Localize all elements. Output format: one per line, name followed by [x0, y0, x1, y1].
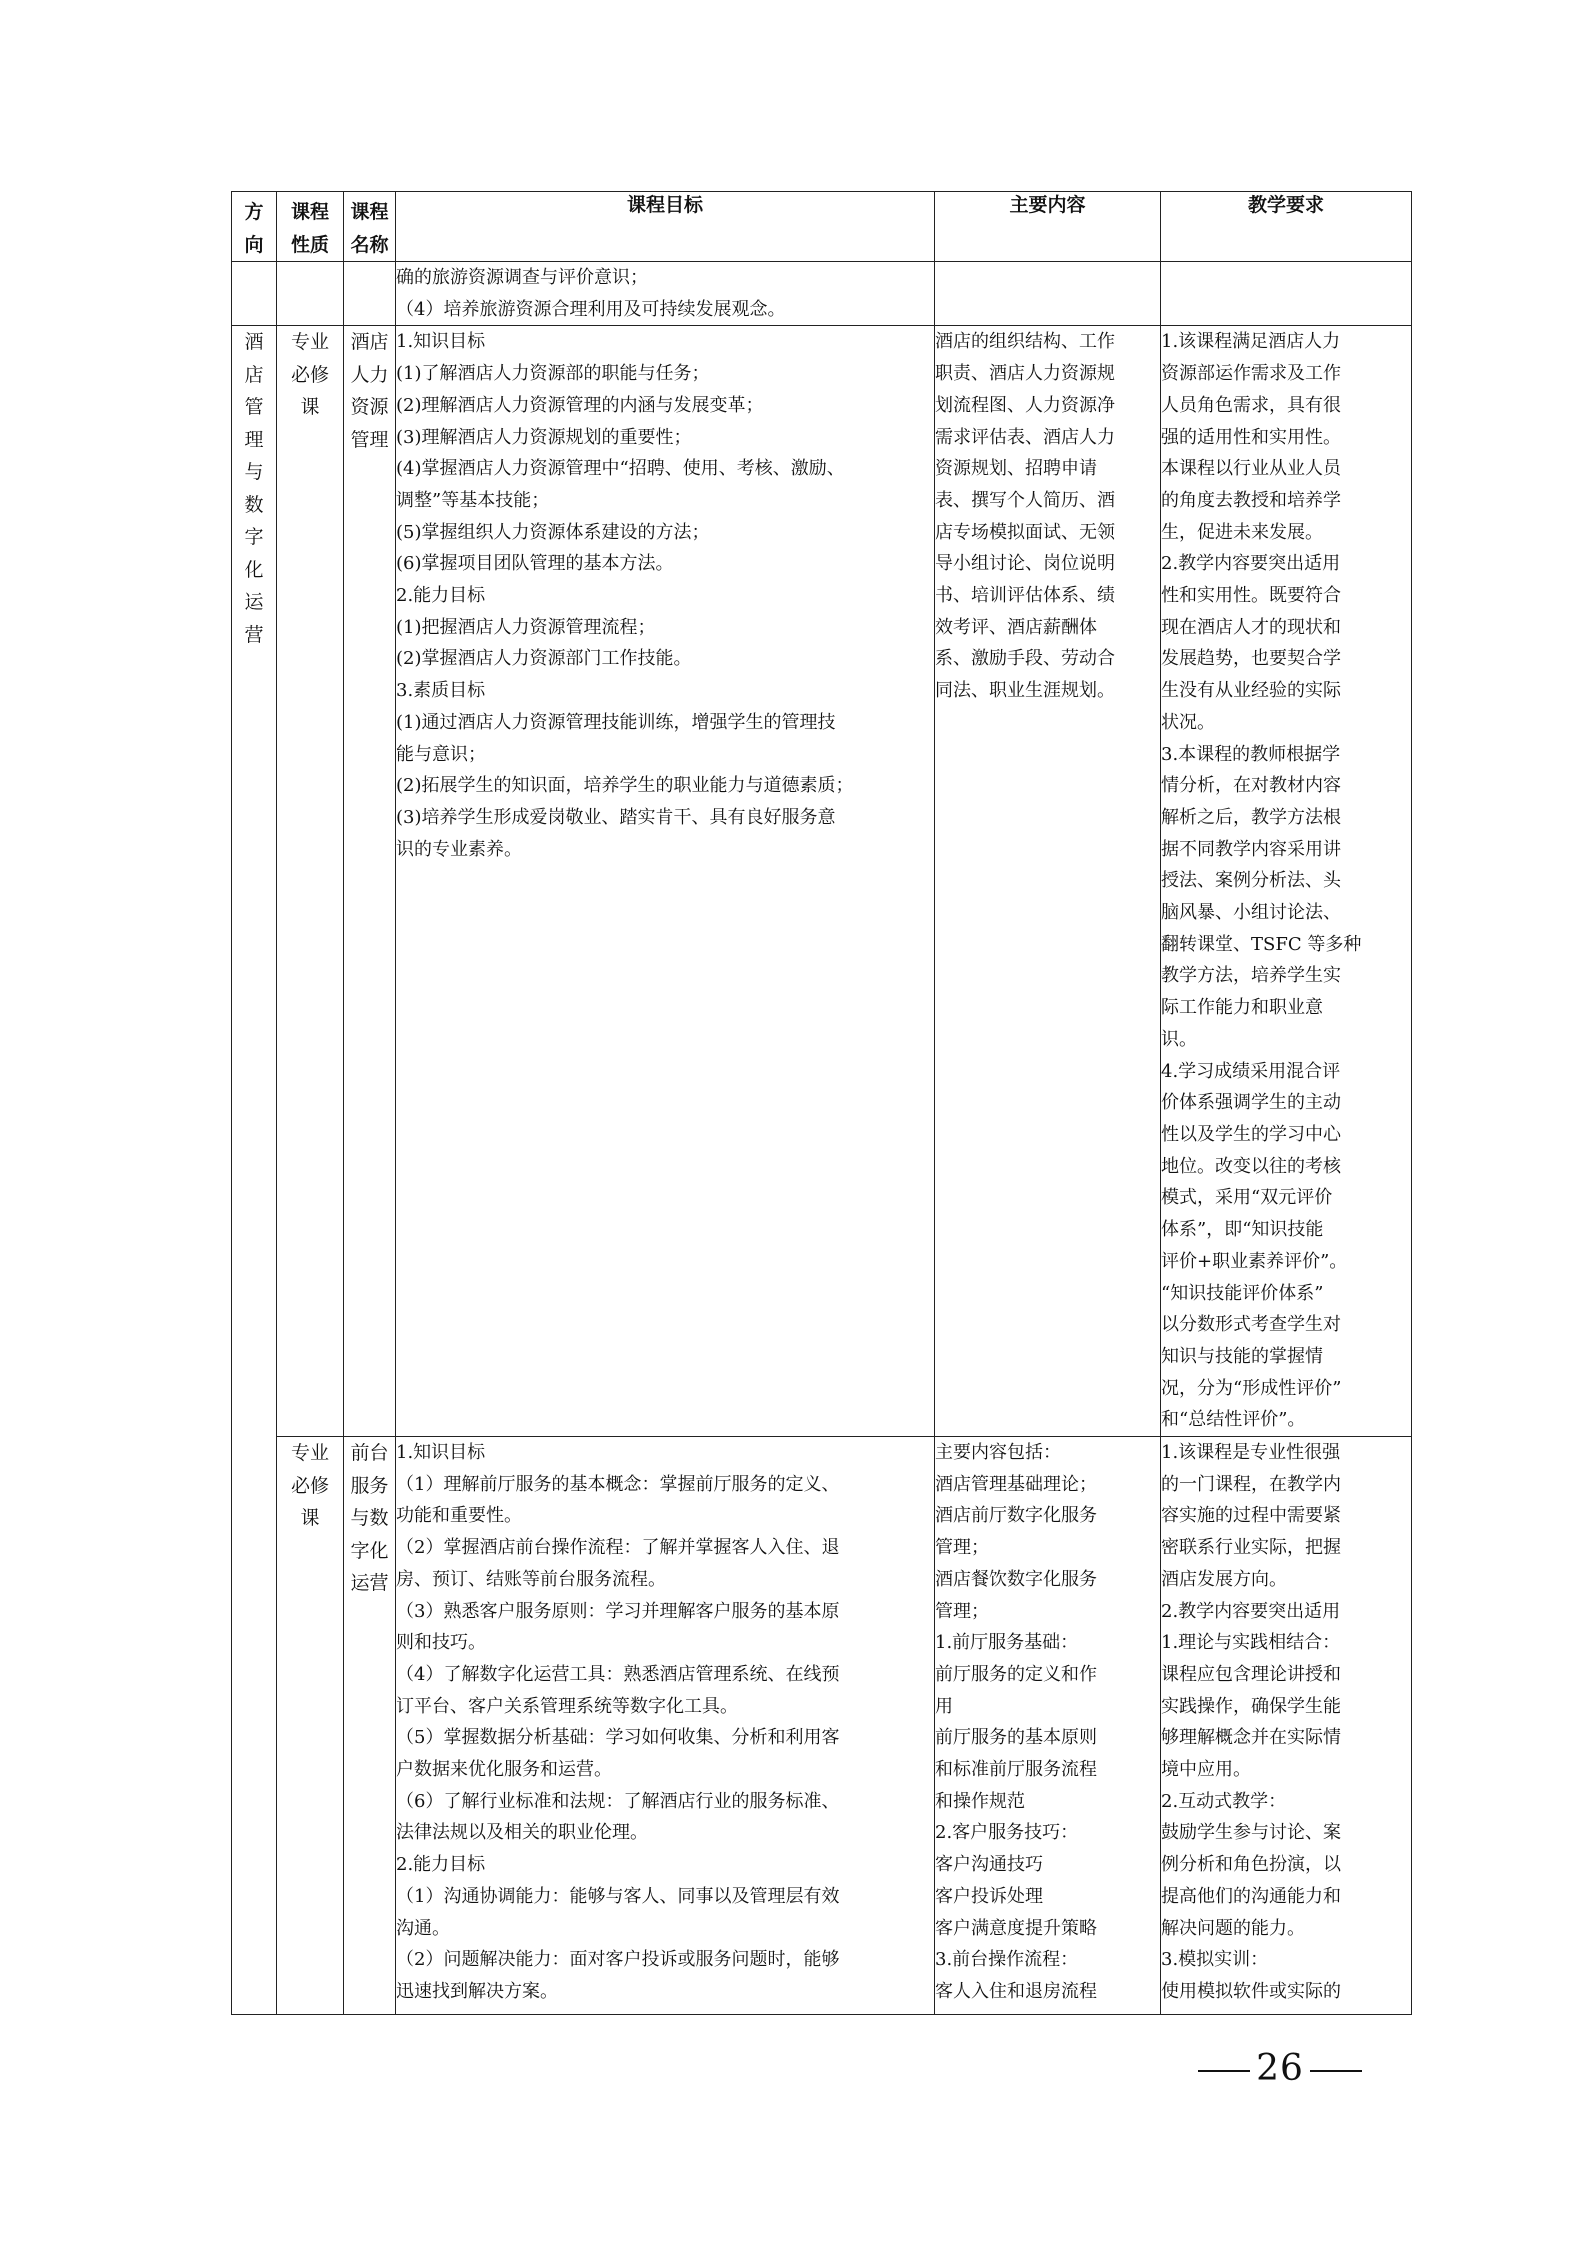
requirement-line: 解析之后，教学方法根 — [1161, 806, 1341, 828]
header-nature-chunk: 课程 — [290, 201, 329, 223]
requirement-line: 1.该课程满足酒店人力 — [1161, 331, 1341, 353]
requirement-line: 模式，采用“双元评价 — [1161, 1187, 1333, 1209]
direction-char: 运 — [244, 591, 264, 614]
course-requirements-cell — [1161, 1437, 1412, 2015]
objective-line: （2）掌握酒店前台操作流程：了解并掌握客人入住、退 — [396, 1537, 840, 1559]
requirement-line: 实践操作，确保学生能 — [1161, 1695, 1341, 1717]
objective-line: （6）了解行业标准和法规：了解酒店行业的服务标准、 — [396, 1790, 840, 1812]
course-content-cell — [935, 326, 1161, 1437]
content-line: 客户沟通技巧 — [935, 1854, 1043, 1876]
requirement-line: 的角度去教授和培养学 — [1161, 489, 1341, 511]
direction-char: 管 — [244, 396, 264, 419]
course-name-chunk: 管理 — [350, 428, 389, 451]
requirement-line: 性和实用性。既要符合 — [1161, 585, 1341, 607]
content-line: 1.前厅服务基础： — [935, 1632, 1079, 1654]
objective-line: 确的旅游资源调查与评价意识； — [396, 267, 648, 288]
content-line: 客人入住和退房流程 — [935, 1980, 1097, 2002]
course-row-hr — [232, 326, 1412, 1437]
table-header-row — [232, 192, 1412, 262]
content-line: 前厅服务的基本原则 — [935, 1727, 1097, 1749]
direction-char: 与 — [244, 461, 264, 484]
requirement-line: 1.理论与实践相结合： — [1161, 1632, 1341, 1654]
objective-line: 2.能力目标 — [396, 585, 486, 607]
header-content: 主要内容 — [935, 192, 1161, 262]
requirement-line: 4.学习成绩采用混合评 — [1161, 1060, 1341, 1082]
objective-line: (1)通过酒店人力资源管理技能训练，增强学生的管理技 — [396, 711, 836, 733]
content-line: 酒店管理基础理论； — [935, 1473, 1097, 1495]
course-name-cell — [344, 326, 396, 1437]
objective-line: (3)理解酒店人力资源规划的重要性； — [396, 426, 692, 448]
content-line: 2.客户服务技巧： — [935, 1822, 1079, 1844]
direction-char: 店 — [244, 363, 264, 386]
objective-line: (2)理解酒店人力资源管理的内涵与发展变革； — [396, 394, 764, 416]
requirement-line: 容实施的过程中需要紧 — [1161, 1505, 1341, 1527]
content-line: 管理； — [935, 1537, 989, 1559]
objective-line: （4）了解数字化运营工具：熟悉酒店管理系统、在线预 — [396, 1663, 840, 1685]
requirement-line: 解决问题的能力。 — [1161, 1917, 1305, 1939]
header-name-chunk: 课程 — [350, 201, 389, 223]
header-direction — [232, 192, 277, 262]
requirement-line: 生没有从业经验的实际 — [1161, 680, 1341, 702]
direction-char: 理 — [244, 428, 264, 451]
course-nature-chunk: 课 — [300, 1507, 320, 1530]
course-name-chunk: 服务 — [350, 1474, 389, 1497]
requirement-line: 情分析，在对教材内容 — [1161, 775, 1341, 797]
objective-line: (1)了解酒店人力资源部的职能与任务； — [396, 363, 710, 385]
header-name — [344, 192, 396, 262]
course-requirements-cell — [1161, 326, 1412, 1437]
course-nature-chunk: 必修 — [290, 1474, 329, 1497]
objective-line: （1）理解前厅服务的基本概念：掌握前厅服务的定义、 — [396, 1473, 840, 1495]
header-objectives: 课程目标 — [396, 192, 935, 262]
course-objectives-cell — [396, 326, 935, 1437]
requirement-line: 以分数形式考查学生对 — [1161, 1314, 1341, 1336]
requirement-line: 的一门课程，在教学内 — [1161, 1473, 1341, 1495]
course-name-chunk: 资源 — [350, 396, 389, 419]
objective-line: （3）熟悉客户服务原则：学习并理解客户服务的基本原 — [396, 1600, 840, 1622]
requirement-line: 现在酒店人才的现状和 — [1161, 616, 1341, 638]
content-line: 酒店的组织结构、工作 — [935, 331, 1115, 353]
content-line: 3.前台操作流程： — [935, 1949, 1079, 1971]
objective-line: 1.知识目标 — [396, 1442, 486, 1464]
requirement-line: 强的适用性和实用性。 — [1161, 426, 1341, 448]
requirement-line: 使用模拟软件或实际的 — [1161, 1980, 1341, 2002]
course-name-chunk: 字化 — [350, 1539, 389, 1562]
course-nature-chunk: 专业 — [290, 331, 329, 354]
objective-line: 房、预订、结账等前台服务流程。 — [396, 1568, 666, 1590]
direction-cell — [232, 326, 277, 2015]
requirement-line: 本课程以行业从业人员 — [1161, 458, 1341, 480]
objective-line: 功能和重要性。 — [396, 1505, 522, 1527]
objective-line: (3)培养学生形成爱岗敬业、踏实肯干、具有良好服务意 — [396, 806, 836, 828]
course-name-chunk: 运营 — [350, 1572, 389, 1595]
requirement-line: 境中应用。 — [1161, 1759, 1251, 1781]
course-row-frontdesk — [232, 1437, 1412, 2015]
objective-line: 沟通。 — [396, 1917, 450, 1939]
page-dash-right — [1310, 2070, 1362, 2072]
content-line: 需求评估表、酒店人力 — [935, 426, 1115, 448]
objective-line: （5）掌握数据分析基础：学习如何收集、分析和利用客 — [396, 1727, 840, 1749]
page-number — [1180, 2048, 1380, 2089]
requirement-line: 价体系强调学生的主动 — [1161, 1092, 1341, 1114]
cont-direction-cell — [232, 262, 277, 326]
direction-label — [232, 326, 276, 651]
requirement-line: 发展趋势，也要契合学 — [1161, 648, 1341, 670]
requirement-line: 知识与技能的掌握情 — [1161, 1345, 1323, 1367]
objective-line: 3.素质目标 — [396, 680, 486, 702]
requirement-line: 课程应包含理论讲授和 — [1161, 1663, 1341, 1685]
cont-content-cell — [935, 262, 1161, 326]
course-objectives-cell — [396, 1437, 935, 2015]
course-nature-chunk: 必修 — [290, 363, 329, 386]
requirement-line: 提高他们的沟通能力和 — [1161, 1885, 1341, 1907]
course-nature-chunk: 课 — [300, 396, 320, 419]
header-direction-char: 方 — [244, 201, 264, 223]
content-line: 系、激励手段、劳动合 — [935, 648, 1115, 670]
content-line: 酒店前厅数字化服务 — [935, 1505, 1097, 1527]
course-nature-chunk: 专业 — [290, 1442, 329, 1465]
cont-nature-cell — [277, 262, 344, 326]
requirement-line: 人员角色需求，具有很 — [1161, 394, 1341, 416]
course-name-chunk: 人力 — [350, 363, 389, 386]
content-line: 管理； — [935, 1600, 989, 1622]
objective-line: (5)掌握组织人力资源体系建设的方法； — [396, 521, 710, 543]
objective-line: （2）问题解决能力：面对客户投诉或服务问题时，能够 — [396, 1949, 840, 1971]
header-direction-char: 向 — [244, 233, 264, 256]
header-requirements: 教学要求 — [1161, 192, 1412, 262]
objective-line: （1）沟通协调能力：能够与客人、同事以及管理层有效 — [396, 1885, 840, 1907]
content-line: 职责、酒店人力资源规 — [935, 363, 1115, 385]
content-line: 效考评、酒店薪酬体 — [935, 616, 1097, 638]
requirement-line: 够理解概念并在实际情 — [1161, 1727, 1341, 1749]
requirement-line: 教学方法，培养学生实 — [1161, 965, 1341, 987]
objective-line: (2)掌握酒店人力资源部门工作技能。 — [396, 648, 692, 670]
course-table — [231, 191, 1412, 2015]
requirement-line: 脑风暴、小组讨论法、 — [1161, 902, 1341, 924]
requirement-line: 况，分为“形成性评价” — [1161, 1377, 1342, 1399]
requirement-line: 酒店发展方向。 — [1161, 1568, 1287, 1590]
objective-line: (6)掌握项目团队管理的基本方法。 — [396, 553, 674, 575]
requirement-line: 1.该课程是专业性很强 — [1161, 1442, 1341, 1464]
direction-char: 字 — [244, 526, 264, 549]
header-name-chunk: 名称 — [350, 233, 389, 256]
requirement-line: 评价+职业素养评价”。 — [1161, 1250, 1348, 1272]
requirement-line: 地位。改变以往的考核 — [1161, 1155, 1341, 1177]
continuation-row — [232, 262, 1412, 326]
objective-line: （4）培养旅游资源合理利用及可持续发展观念。 — [396, 298, 786, 320]
page-number-text: 26 — [1256, 2048, 1304, 2089]
requirement-line: 2.教学内容要突出适用 — [1161, 553, 1341, 575]
requirement-line: 际工作能力和职业意 — [1161, 997, 1323, 1019]
content-line: 资源规划、招聘申请 — [935, 458, 1097, 480]
requirement-line: 例分析和角色扮演，以 — [1161, 1854, 1341, 1876]
direction-char: 化 — [244, 558, 264, 581]
objective-line: 调整”等基本技能； — [396, 489, 550, 511]
objective-line: (1)把握酒店人力资源管理流程； — [396, 616, 656, 638]
requirement-line: 性以及学生的学习中心 — [1161, 1123, 1341, 1145]
objective-line: 户数据来优化服务和运营。 — [396, 1759, 612, 1781]
requirement-line: 资源部运作需求及工作 — [1161, 363, 1341, 385]
content-line: 前厅服务的定义和作 — [935, 1663, 1097, 1685]
requirement-line: 据不同教学内容采用讲 — [1161, 838, 1341, 860]
course-name-cell — [344, 1437, 396, 2015]
objective-line: 能与意识； — [396, 743, 486, 765]
cont-requirements-cell — [1161, 262, 1412, 326]
course-nature-cell — [277, 1437, 344, 2015]
requirement-line: 3.本课程的教师根据学 — [1161, 743, 1341, 765]
objective-line: 订平台、客户关系管理系统等数字化工具。 — [396, 1695, 738, 1717]
requirement-line: 体系”，即“知识技能 — [1161, 1219, 1324, 1241]
requirement-line: 2.教学内容要突出适用 — [1161, 1600, 1341, 1622]
content-line: 书、培训评估体系、绩 — [935, 585, 1115, 607]
content-line: 客户投诉处理 — [935, 1885, 1043, 1907]
requirement-line: 和“总结性评价”。 — [1161, 1409, 1306, 1431]
objective-line: (4)掌握酒店人力资源管理中“招聘、使用、考核、激励、 — [396, 458, 845, 480]
direction-char: 营 — [244, 623, 264, 646]
page-dash-left — [1198, 2070, 1250, 2072]
course-name-chunk: 与数 — [350, 1507, 389, 1530]
requirement-line: 3.模拟实训： — [1161, 1949, 1269, 1971]
content-line: 主要内容包括： — [935, 1442, 1061, 1464]
requirement-line: 生，促进未来发展。 — [1161, 521, 1323, 543]
requirement-line: 授法、案例分析法、头 — [1161, 870, 1341, 892]
direction-char: 酒 — [244, 331, 264, 354]
objective-line: 1.知识目标 — [396, 331, 486, 353]
requirement-line: “知识技能评价体系” — [1161, 1282, 1324, 1304]
content-line: 同法、职业生涯规划。 — [935, 680, 1115, 702]
content-line: 和操作规范 — [935, 1790, 1025, 1812]
requirement-line: 翻转课堂、TSFC 等多种 — [1161, 933, 1362, 955]
content-line: 和标准前厅服务流程 — [935, 1759, 1097, 1781]
course-content-cell — [935, 1437, 1161, 2015]
requirement-line: 识。 — [1161, 1028, 1197, 1050]
objective-line: 法律法规以及相关的职业伦理。 — [396, 1822, 648, 1844]
cont-objectives-cell — [396, 262, 935, 326]
content-line: 店专场模拟面试、无领 — [935, 521, 1115, 543]
content-line: 导小组讨论、岗位说明 — [935, 553, 1115, 575]
header-nature-chunk: 性质 — [290, 233, 329, 256]
course-name-chunk: 前台 — [350, 1442, 389, 1465]
course-name-chunk: 酒店 — [350, 331, 389, 354]
objective-line: 2.能力目标 — [396, 1854, 486, 1876]
content-line: 用 — [935, 1695, 953, 1717]
objective-line: 则和技巧。 — [396, 1632, 486, 1654]
course-nature-cell — [277, 326, 344, 1437]
cont-name-cell — [344, 262, 396, 326]
objective-line: (2)拓展学生的知识面，培养学生的职业能力与道德素质； — [396, 775, 854, 797]
direction-char: 数 — [244, 493, 264, 516]
content-line: 客户满意度提升策略 — [935, 1917, 1097, 1939]
objective-line: 迅速找到解决方案。 — [396, 1980, 558, 2002]
objective-line: 识的专业素养。 — [396, 838, 522, 860]
content-line: 酒店餐饮数字化服务 — [935, 1568, 1097, 1590]
requirement-line: 2.互动式教学： — [1161, 1790, 1287, 1812]
content-line: 表、撰写个人简历、酒 — [935, 489, 1115, 511]
header-nature — [277, 192, 344, 262]
requirement-line: 状况。 — [1161, 711, 1215, 733]
requirement-line: 鼓励学生参与讨论、案 — [1161, 1822, 1341, 1844]
content-line: 划流程图、人力资源净 — [935, 394, 1115, 416]
requirement-line: 密联系行业实际，把握 — [1161, 1537, 1341, 1559]
